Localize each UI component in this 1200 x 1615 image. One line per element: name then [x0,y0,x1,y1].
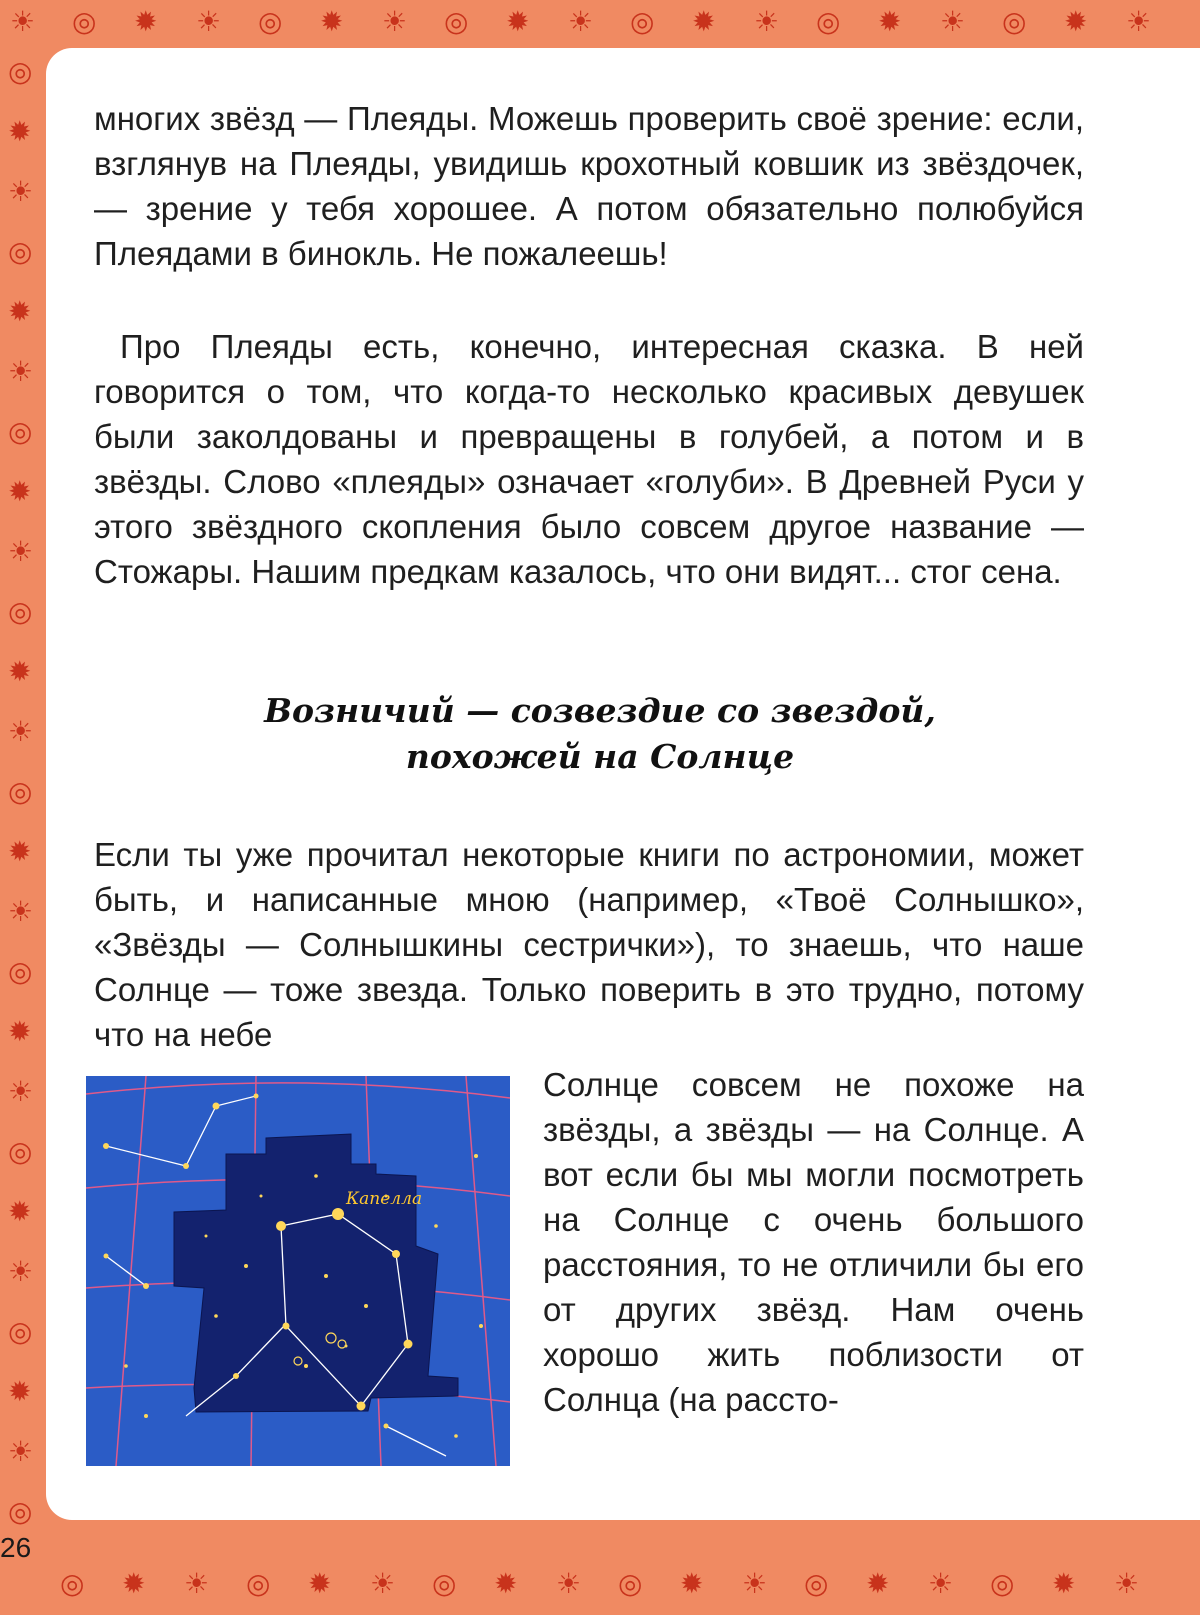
planet-ornament-icon: ◎ [630,5,655,38]
star-ornament-icon: ✹ [8,295,32,328]
planet-ornament-icon: ◎ [8,775,33,808]
paragraph-pleiades-vision: многих звёзд — Плеяды. Можешь проверить своё зрение: если, взглянув на Плеяды, увидишь крохотный ковшик из звёздочек, — зрение у тебя хорошее. А потом обязательно полюбуйся Плеядами в бинокль. Не пожалеешь! [94,100,1084,272]
section-heading-line-2: похожей на Солнце [405,737,795,776]
star-ornament-icon: ✹ [308,1567,332,1600]
top-ornament-border [0,0,1200,48]
capella-label: Капелла [346,1189,423,1209]
star-ornament-icon: ✹ [8,1375,32,1408]
planet-ornament-icon: ◎ [444,5,469,38]
star-ornament-icon: ✹ [878,5,902,38]
star-ornament-icon: ✹ [8,835,32,868]
sun-ornament-icon: ☀ [370,1567,396,1600]
star-ornament-icon: ✹ [1052,1567,1076,1600]
sun-ornament-icon: ☀ [742,1567,768,1600]
star-ornament-icon: ✹ [506,5,530,38]
planet-ornament-icon: ◎ [8,955,33,988]
sun-ornament-icon: ☀ [8,535,34,568]
sun-ornament-icon: ☀ [8,355,34,388]
left-ornament-border [0,48,46,1558]
sun-ornament-icon: ☀ [754,5,780,38]
planet-ornament-icon: ◎ [8,595,33,628]
planet-ornament-icon: ◎ [804,1567,829,1600]
paragraph-sun-is-star: Если ты уже прочитал некоторые книги по астрономии, может быть, и написанные мною (например, «Твоё Солнышко», «Звёзды — Солнышкины сестрички»), то знаешь, что наше Солнце — тоже звезда. Только поверить в это трудно, потому что на небе [94,836,1084,1053]
sun-ornament-icon: ☀ [196,5,222,38]
star-ornament-icon: ✹ [320,5,344,38]
star-map-graphic [86,1076,510,1466]
planet-ornament-icon: ◎ [618,1567,643,1600]
sun-ornament-icon: ☀ [928,1567,954,1600]
sun-ornament-icon: ☀ [8,715,34,748]
star-ornament-icon: ✹ [8,655,32,688]
planet-ornament-icon: ◎ [8,55,33,88]
star-ornament-icon: ✹ [122,1567,146,1600]
star-ornament-icon: ✹ [8,115,32,148]
auriga-star-map [86,1076,510,1466]
sun-ornament-icon: ☀ [1114,1567,1140,1600]
planet-ornament-icon: ◎ [816,5,841,38]
star-ornament-icon: ✹ [680,1567,704,1600]
planet-ornament-icon: ◎ [8,415,33,448]
sun-ornament-icon: ☀ [8,1435,34,1468]
sun-ornament-icon: ☀ [8,895,34,928]
planet-ornament-icon: ◎ [72,5,97,38]
section-heading-line-1: Возничий — созвездие со звездой, [264,691,936,730]
star-ornament-icon: ✹ [8,1195,32,1228]
planet-ornament-icon: ◎ [258,5,283,38]
sun-ornament-icon: ☀ [10,5,36,38]
planet-ornament-icon: ◎ [1002,5,1027,38]
paragraph-pleiades-tale: Про Плеяды есть, конечно, интересная сказка. В ней говорится о том, что когда-то несколько красивых девушек были заколдованы и превращены в голубей, а потом и в звёзды. Слово «плеяды» означает «голуби». В Древней Руси у этого звёздного скопления было совсем другое название — Стожары. Нашим предкам казалось, что они видят... стог сена. [94,328,1084,590]
sun-ornament-icon: ☀ [556,1567,582,1600]
page-number: 26 [0,1532,32,1563]
sun-ornament-icon: ☀ [8,175,34,208]
star-ornament-icon: ✹ [692,5,716,38]
planet-ornament-icon: ◎ [246,1567,271,1600]
sun-ornament-icon: ☀ [8,1255,34,1288]
sun-ornament-icon: ☀ [382,5,408,38]
planet-ornament-icon: ◎ [8,1495,33,1528]
sun-ornament-icon: ☀ [1126,5,1152,38]
star-ornament-icon: ✹ [8,1015,32,1048]
planet-ornament-icon: ◎ [990,1567,1015,1600]
planet-ornament-icon: ◎ [8,1315,33,1348]
star-ornament-icon: ✹ [134,5,158,38]
paragraph-sun-distance: Солнце совсем не похоже на звёзды, а звёзды — на Солнце. А вот если бы мы могли посмотреть на Солнце с очень большого расстояния, то не отличили бы его от других звёзд. Нам очень хорошо жить поблизости от Солнца (на рассто- [543,1066,1084,1418]
section-heading [200,688,1000,780]
sun-ornament-icon: ☀ [184,1567,210,1600]
sun-ornament-icon: ☀ [568,5,594,38]
star-ornament-icon: ✹ [8,475,32,508]
planet-ornament-icon: ◎ [8,1135,33,1168]
star-ornament-icon: ✹ [494,1567,518,1600]
planet-ornament-icon: ◎ [432,1567,457,1600]
sun-ornament-icon: ☀ [940,5,966,38]
star-ornament-icon: ✹ [866,1567,890,1600]
planet-ornament-icon: ◎ [8,235,33,268]
sun-ornament-icon: ☀ [8,1075,34,1108]
bottom-ornament-border [0,1560,1200,1608]
planet-ornament-icon: ◎ [60,1567,85,1600]
star-ornament-icon: ✹ [1064,5,1088,38]
